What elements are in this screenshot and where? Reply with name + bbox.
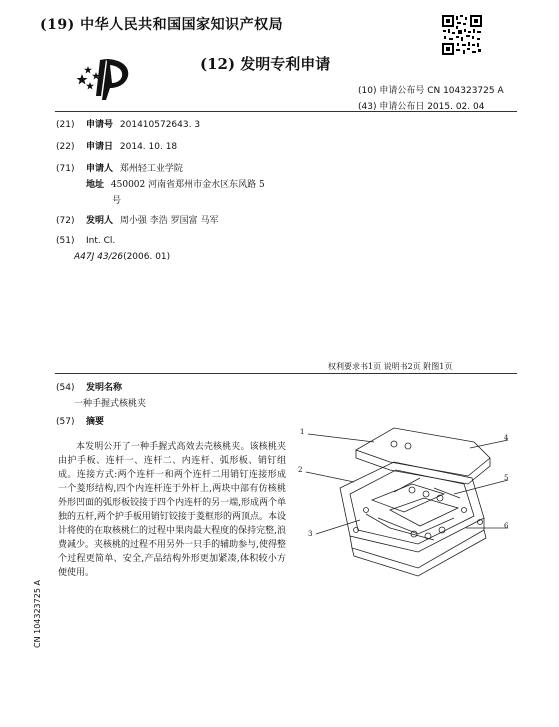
- patent-office-logo: [76, 56, 132, 102]
- hand-guard-top: [356, 428, 490, 476]
- arc-plate-upper: [372, 484, 444, 512]
- ipc-version: (2006. 01): [123, 252, 171, 262]
- publication-number: (10) 申请公布号 CN 104323725 A: [358, 86, 504, 96]
- page-count-info: 权利要求书1页 说明书2页 附图1页: [328, 362, 453, 371]
- figure-label-3: 3: [308, 530, 313, 538]
- ipc-classification: [74, 252, 170, 262]
- abstract-text: 本发明公开了一种手握式高效去壳核桃夹。该核桃夹由护手板、连杆一、连杆二、内连杆、弧形板、销钉组成。连接方式:两个连杆一和两个连杆二用销钉连接形成一个菱形结构,四个内连杆连于外杆上,两块中部有仿核桃外形凹面的弧形板铰接于四个内连杆的另一端,形成两个单独的五杆,两个护手板用销钉铰接于菱框形的两顶点。本设计将使的在取核桃仁的过程中果肉最大程度的保持完整,浪费减少。夹核桃的过程不用另外一只手的辅助参与,使得整个过程更简单、安全,产品结构外形更加紧凑,体积较小方便使用。: [58, 442, 286, 578]
- address-line-1: 450002 河南省郑州市金水区东风路 5: [110, 180, 265, 190]
- ipc-class: A47J 43/26: [74, 252, 124, 262]
- figure-label-6: 6: [504, 522, 509, 530]
- invention-title: 一种手握式核桃夹: [74, 399, 147, 409]
- address-line-2: 号: [112, 196, 122, 206]
- application-number: 201410572643. 3: [119, 120, 201, 130]
- qr-code: [441, 14, 483, 56]
- inventor-names: 周小强 李浩 罗国富 马军: [119, 216, 219, 226]
- inventors-row: (72) 发明人 周小强 李浩 罗国富 马军: [56, 216, 219, 226]
- figure-label-2: 2: [298, 466, 303, 474]
- office-header: (19) 中华人民共和国国家知识产权局: [40, 17, 284, 33]
- diamond-frame: [340, 462, 484, 552]
- publication-date: (43) 申请公布日 2015. 02. 04: [358, 102, 485, 112]
- applicant-row: (71) 申请人 郑州轻工业学院: [56, 164, 183, 174]
- application-date: 2014. 10. 18: [119, 142, 178, 152]
- walnut-clamp-drawing: [294, 418, 516, 586]
- application-number-row: (21) 申请号 201410572643. 3: [56, 120, 201, 130]
- divider-top: [55, 111, 517, 112]
- figure-label-4: 4: [504, 434, 509, 442]
- title-heading-row: (54) 发明名称: [56, 383, 123, 393]
- application-date-row: (22) 申请日 2014. 10. 18: [56, 142, 178, 152]
- address-row: 地址 450002 河南省郑州市金水区东风路 5: [86, 180, 265, 190]
- document-type: (12) 发明专利申请: [200, 55, 331, 73]
- applicant-name: 郑州轻工业学院: [119, 164, 183, 174]
- figure-label-5: 5: [504, 474, 509, 482]
- hand-guard-bottom: [350, 518, 484, 568]
- figure-label-1: 1: [300, 428, 305, 436]
- abstract-heading-row: (57) 摘要: [56, 417, 105, 427]
- side-publication-number: CN 104323725 A: [33, 580, 42, 648]
- ipc-row: (51) Int. Cl.: [56, 236, 116, 246]
- divider-middle: [55, 373, 517, 374]
